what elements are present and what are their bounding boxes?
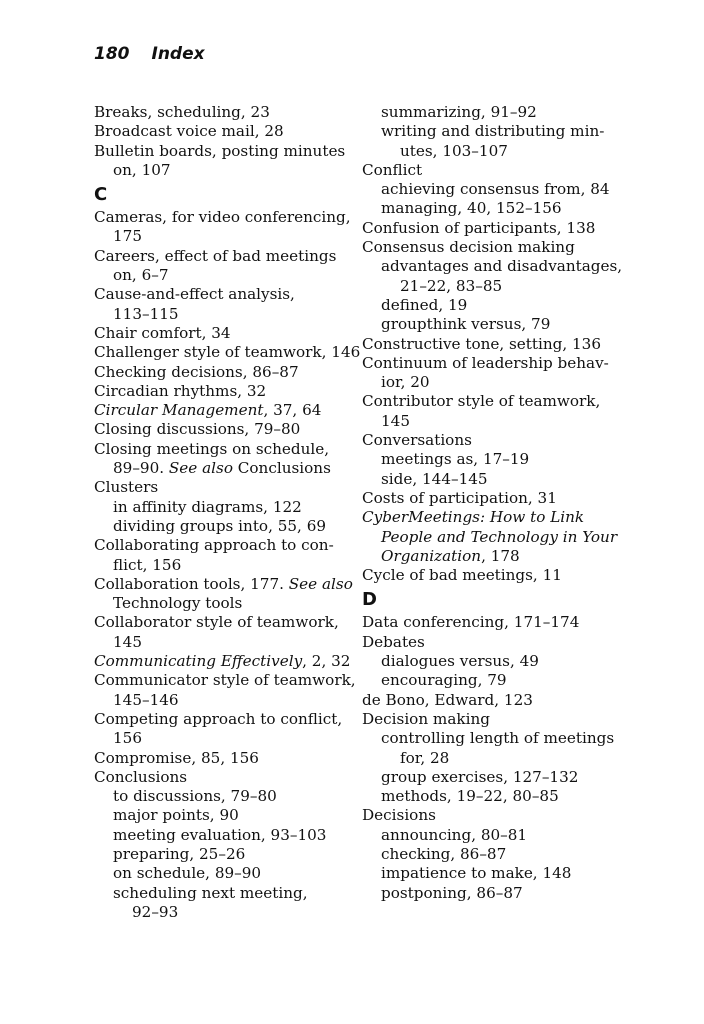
index-subentry bbox=[362, 884, 640, 903]
index-entry-text: utes, 103–107 bbox=[400, 141, 508, 160]
index-entry bbox=[94, 247, 356, 266]
index-entry-text: for, 28 bbox=[400, 748, 450, 767]
index-entry-text: People and Technology in Your bbox=[381, 527, 618, 546]
index-entry bbox=[362, 508, 640, 527]
index-entry-text: Closing meetings on schedule, bbox=[94, 439, 330, 458]
index-entry-text: advantages and disadvantages, bbox=[381, 257, 623, 276]
index-entry-text: dividing groups into, 55, 69 bbox=[113, 516, 327, 535]
index-subentry bbox=[362, 652, 640, 671]
index-entry-text: Data conferencing, 171–174 bbox=[362, 613, 580, 632]
index-entry-text: Bulletin boards, posting minutes bbox=[94, 141, 346, 160]
index-entry bbox=[94, 208, 356, 227]
index-entry-text: Costs of participation, 31 bbox=[362, 488, 557, 507]
index-subentry bbox=[362, 257, 640, 276]
index-entry-text: Communicator style of teamwork, bbox=[94, 671, 356, 690]
index-subentry bbox=[94, 787, 356, 806]
index-subentry bbox=[362, 199, 640, 218]
running-header bbox=[94, 44, 205, 64]
index-entry bbox=[362, 354, 640, 373]
index-entry-text: , 178 bbox=[481, 546, 520, 565]
index-entry-text: Cause-and-effect analysis, bbox=[94, 285, 295, 304]
index-subentry bbox=[362, 103, 640, 122]
index-entry-text: 175 bbox=[113, 227, 142, 246]
index-entry bbox=[94, 710, 356, 729]
index-entry-text: 89–90. bbox=[113, 459, 169, 478]
index-entry bbox=[94, 671, 356, 690]
index-entry-text: Conflict bbox=[362, 160, 423, 179]
index-entry bbox=[362, 806, 640, 825]
index-subentry bbox=[362, 412, 640, 431]
index-entry-text: dialogues versus, 49 bbox=[381, 652, 539, 671]
index-subentry bbox=[362, 826, 640, 845]
index-subentry bbox=[362, 864, 640, 883]
index-subentry bbox=[362, 296, 640, 315]
index-entry bbox=[94, 363, 356, 382]
index-entry bbox=[362, 613, 640, 632]
index-entry-text: achieving consensus from, 84 bbox=[381, 180, 610, 199]
index-entry-text: encouraging, 79 bbox=[381, 671, 507, 690]
index-entry-text: Consensus decision making bbox=[362, 238, 575, 257]
index-subentry bbox=[362, 749, 640, 768]
index-entry-text: Collaboration tools, 177. bbox=[94, 574, 289, 593]
index-subentry bbox=[362, 787, 640, 806]
index-subentry bbox=[94, 864, 356, 883]
index-entry-text: group exercises, 127–132 bbox=[381, 767, 579, 786]
index-subentry bbox=[94, 884, 356, 903]
index-entry bbox=[362, 633, 640, 652]
index-entry-text: Organization bbox=[381, 546, 482, 565]
index-entry bbox=[362, 691, 640, 710]
index-entry-text: Continuum of leadership behav- bbox=[362, 353, 609, 372]
index-subentry bbox=[362, 315, 640, 334]
index-subentry bbox=[94, 517, 356, 536]
index-entry bbox=[94, 768, 356, 787]
index-subentry bbox=[94, 305, 356, 324]
index-entry-text: 145–146 bbox=[113, 690, 179, 709]
index-entry-text: in affinity diagrams, 122 bbox=[113, 497, 302, 516]
index-entry-text: ior, 20 bbox=[381, 373, 430, 392]
index-column-left bbox=[94, 103, 361, 922]
index-entry-text: Conclusions bbox=[94, 767, 188, 786]
page-title: Index bbox=[151, 44, 205, 64]
index-entry-text: Clusters bbox=[94, 478, 159, 497]
index-entry-text: Technology tools bbox=[113, 594, 243, 613]
index-entry-text: Checking decisions, 86–87 bbox=[94, 362, 299, 381]
index-subentry bbox=[94, 594, 356, 613]
index-entry-text: meeting evaluation, 93–103 bbox=[113, 825, 327, 844]
index-entry-text: de Bono, Edward, 123 bbox=[362, 690, 533, 709]
index-entry-text: Collaborating approach to con- bbox=[94, 536, 334, 555]
index-subentry bbox=[94, 161, 356, 180]
index-subentry bbox=[94, 227, 356, 246]
index-entry bbox=[94, 103, 356, 122]
index-entry bbox=[94, 478, 356, 497]
index-entry-text: methods, 19–22, 80–85 bbox=[381, 787, 559, 806]
index-entry-text: Decision making bbox=[362, 709, 490, 728]
index-entry bbox=[94, 440, 356, 459]
index-entry-text: Breaks, scheduling, 23 bbox=[94, 103, 270, 121]
index-entry bbox=[94, 652, 356, 671]
index-entry-text: See also bbox=[168, 459, 233, 478]
index-subentry bbox=[362, 180, 640, 199]
index-subentry bbox=[94, 498, 356, 517]
index-entry-text: summarizing, 91–92 bbox=[381, 103, 537, 121]
index-entry-text: Constructive tone, setting, 136 bbox=[362, 334, 602, 353]
index-entry-text: Closing discussions, 79–80 bbox=[94, 420, 301, 439]
index-entry-text: postponing, 86–87 bbox=[381, 883, 523, 902]
index-subentry bbox=[362, 450, 640, 469]
index-column-right bbox=[362, 103, 640, 903]
index-entry-text: Cycle of bad meetings, 11 bbox=[362, 566, 562, 585]
index-entry-text: announcing, 80–81 bbox=[381, 825, 528, 844]
index-entry-text: CyberMeetings: How to Link bbox=[362, 508, 585, 527]
index-entry bbox=[362, 161, 640, 180]
section-letter: D bbox=[362, 589, 377, 611]
index-entry-text: Cameras, for video conferencing, bbox=[94, 208, 351, 227]
index-subentry bbox=[362, 122, 640, 141]
index-entry-text: 92–93 bbox=[132, 902, 179, 921]
index-entry-text: Broadcast voice mail, 28 bbox=[94, 122, 284, 141]
index-entry-text: scheduling next meeting, bbox=[113, 883, 308, 902]
index-subentry bbox=[94, 845, 356, 864]
index-entry-text: Collaborator style of teamwork, bbox=[94, 613, 339, 632]
index-entry bbox=[362, 335, 640, 354]
index-entry-text: 21–22, 83–85 bbox=[400, 276, 503, 295]
index-entry bbox=[94, 575, 356, 594]
index-entry-text: Contributor style of teamwork, bbox=[362, 392, 601, 411]
index-subentry bbox=[94, 729, 356, 748]
index-entry bbox=[362, 238, 640, 257]
index-entry bbox=[362, 431, 640, 450]
index-subentry bbox=[94, 633, 356, 652]
index-subentry bbox=[94, 459, 356, 478]
index-entry-text: 113–115 bbox=[113, 304, 179, 323]
index-entry bbox=[362, 219, 640, 238]
index-entry-text: meetings as, 17–19 bbox=[381, 450, 530, 469]
index-entry-text: major points, 90 bbox=[113, 806, 239, 825]
index-subentry bbox=[362, 671, 640, 690]
index-entry-text: side, 144–145 bbox=[381, 469, 488, 488]
index-subentry bbox=[362, 470, 640, 489]
index-entry-text: impatience to make, 148 bbox=[381, 864, 572, 883]
index-subentry bbox=[362, 729, 640, 748]
index-entry-text: Careers, effect of bad meetings bbox=[94, 246, 337, 265]
index-entry-text: Chair comfort, 34 bbox=[94, 323, 231, 342]
index-entry bbox=[94, 536, 356, 555]
index-subentry bbox=[94, 266, 356, 285]
index-entry-text: Conclusions bbox=[232, 459, 331, 478]
index-entry-text: to discussions, 79–80 bbox=[113, 787, 277, 806]
index-subentry bbox=[94, 903, 356, 922]
index-entry bbox=[94, 343, 361, 362]
index-entry-text: flict, 156 bbox=[113, 555, 182, 574]
index-entry bbox=[362, 710, 640, 729]
index-entry bbox=[94, 401, 356, 420]
index-entry-text: on, 107 bbox=[113, 160, 171, 179]
index-entry-text: Challenger style of teamwork, 146 bbox=[94, 343, 361, 362]
index-entry-text: Circadian rhythms, 32 bbox=[94, 381, 267, 400]
index-entry bbox=[94, 749, 356, 768]
index-entry-text: managing, 40, 152–156 bbox=[381, 199, 562, 218]
index-entry bbox=[362, 566, 640, 585]
index-entry bbox=[94, 420, 356, 439]
index-subentry bbox=[94, 806, 356, 825]
index-subentry bbox=[94, 691, 356, 710]
index-subentry bbox=[362, 277, 640, 296]
index-entry bbox=[94, 122, 356, 141]
index-entry bbox=[94, 285, 356, 304]
index-subentry bbox=[362, 373, 640, 392]
index-entry-text: groupthink versus, 79 bbox=[381, 315, 551, 334]
index-entry-text: 145 bbox=[113, 632, 142, 651]
index-entry bbox=[94, 324, 356, 343]
index-entry-text: controlling length of meetings bbox=[381, 729, 615, 748]
index-entry-text: Communicating Effectively bbox=[94, 652, 303, 671]
index-entry-text: writing and distributing min- bbox=[381, 122, 605, 141]
index-subentry bbox=[362, 528, 640, 547]
index-entry-text: Circular Management bbox=[94, 401, 264, 420]
index-entry-text: Competing approach to conflict, bbox=[94, 709, 343, 728]
index-subentry bbox=[362, 768, 640, 787]
index-entry-text: , 2, 32 bbox=[302, 652, 351, 671]
index-entry bbox=[362, 489, 640, 508]
index-entry-text: 156 bbox=[113, 729, 142, 748]
index-entry-text: Decisions bbox=[362, 806, 436, 825]
index-entry-text: Conversations bbox=[362, 431, 472, 450]
section-letter: C bbox=[94, 184, 108, 206]
index-entry-text: Confusion of participants, 138 bbox=[362, 218, 596, 237]
index-subentry bbox=[362, 142, 640, 161]
index-entry bbox=[94, 382, 356, 401]
index-entry-text: Debates bbox=[362, 632, 425, 651]
index-entry-text: defined, 19 bbox=[381, 295, 468, 314]
index-entry-text: preparing, 25–26 bbox=[113, 844, 246, 863]
index-subentry bbox=[362, 547, 640, 566]
index-entry bbox=[94, 142, 356, 161]
index-subentry bbox=[94, 826, 356, 845]
index-entry-text: checking, 86–87 bbox=[381, 844, 507, 863]
index-subentry bbox=[94, 556, 356, 575]
index-entry-text: 145 bbox=[381, 411, 410, 430]
index-entry-text: , 37, 64 bbox=[263, 401, 322, 420]
index-subentry bbox=[362, 845, 640, 864]
index-entry-text: on, 6–7 bbox=[113, 266, 169, 285]
index-entry bbox=[362, 392, 640, 411]
index-entry-text: on schedule, 89–90 bbox=[113, 864, 262, 883]
index-entry-text: Compromise, 85, 156 bbox=[94, 748, 259, 767]
page-number: 180 bbox=[94, 44, 130, 64]
index-entry-text: See also bbox=[288, 574, 353, 593]
index-entry bbox=[94, 613, 356, 632]
